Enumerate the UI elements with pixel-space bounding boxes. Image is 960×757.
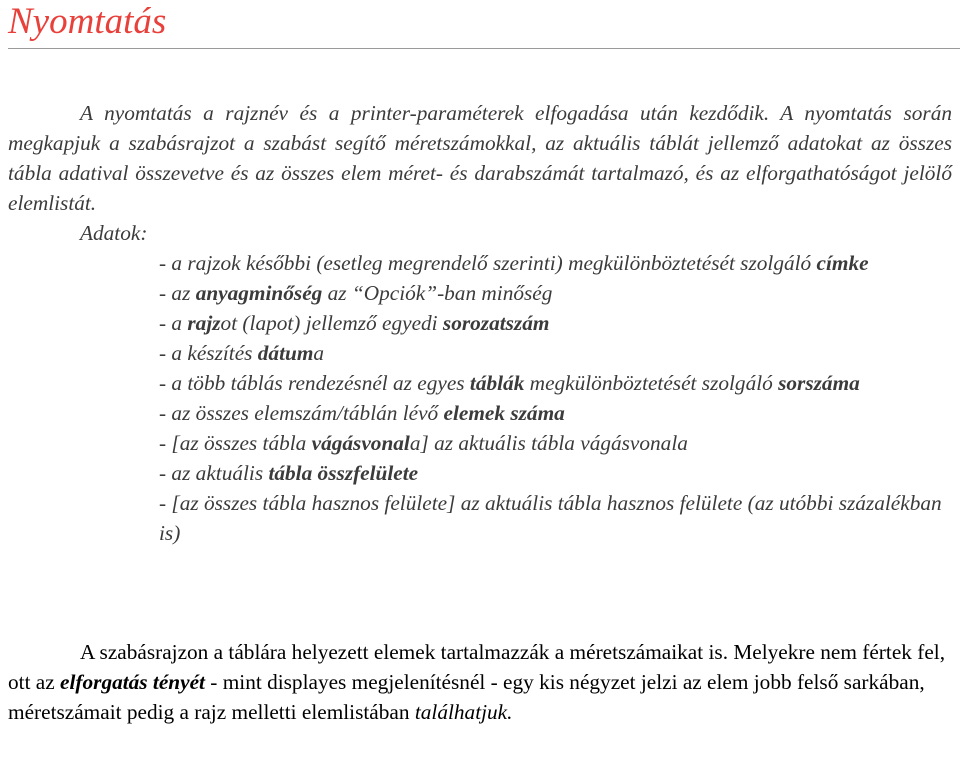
outro-italic-text: találhatjuk. xyxy=(414,700,513,724)
list-item-highlight: sorszáma xyxy=(778,371,860,395)
outro-text: A szabásrajzon a táblára helyezett elemek tartalmazzák a méretszámaikat is. Melyekre nem fértek fel, ott az xyxy=(8,640,946,694)
list-item-text: - a készítés xyxy=(159,341,258,365)
outro-paragraph xyxy=(8,637,952,727)
intro-paragraph: A nyomtatás a rajznév és a printer-paraméterek elfogadása után kezdődik. A nyomtatás során megkapjuk a szabásrajzot a szabást segítő méretszámokkal, az aktuális táblát jellemző adatokat az összes tábla adatival összevetve és az összes elem méret- és darabszámát tartalmazó, és az elforgathatóságot jelölő elemlistát. xyxy=(8,101,952,215)
list-item-highlight: vágásvonal xyxy=(311,431,410,455)
list-item-highlight: rajz xyxy=(187,311,221,335)
list-item-text: - az aktuális xyxy=(159,461,269,485)
list-item xyxy=(159,398,949,428)
list-item-text: az “Opciók”-ban minőség xyxy=(322,281,553,305)
list-item-text: - az xyxy=(159,281,196,305)
list-item-highlight: dátum xyxy=(257,341,314,365)
list-item xyxy=(159,308,949,338)
list-item-highlight: táblák xyxy=(469,371,525,395)
list-item xyxy=(159,248,949,278)
list-item-text: - [az összes tábla hasznos felülete] az aktuális tábla hasznos felülete (az utóbbi százalékban is) xyxy=(159,491,942,545)
list-item xyxy=(159,278,949,308)
list-item-text: ot (lapot) jellemző egyedi xyxy=(220,311,443,335)
list-item-highlight: elemek száma xyxy=(443,401,565,425)
list-item-text: a] az aktuális tábla vágásvonala xyxy=(409,431,688,455)
list-item xyxy=(159,428,949,458)
list-item-text: - az összes elemszám/táblán lévő xyxy=(159,401,444,425)
adatok-label: Adatok: xyxy=(80,221,148,245)
outro-text: - mint displayes megjelenítésnél - egy kis négyzet jelzi az elem jobb felső sarkában, méretszámait pedig a rajz melletti elemlistában xyxy=(8,670,925,724)
list-item-text: megkülönböztetését szolgáló xyxy=(524,371,779,395)
list-item-text: a xyxy=(313,341,325,365)
list-item xyxy=(159,488,949,548)
list-item-text: - a rajzok későbbi (esetleg megrendelő szerinti) megkülönböztetését szolgáló xyxy=(159,251,817,275)
list-item-highlight: tábla összfelülete xyxy=(268,461,419,485)
list-item xyxy=(159,338,949,368)
list-item-highlight: címke xyxy=(816,251,869,275)
page-title: Nyomtatás xyxy=(8,1,167,42)
list-item xyxy=(159,458,949,488)
title-divider xyxy=(8,48,960,49)
list-item-text: - [az összes tábla xyxy=(159,431,312,455)
list-item-highlight: sorozatszám xyxy=(442,311,550,335)
list-item-text: - a xyxy=(159,311,188,335)
list-item-text: - a több táblás rendezésnél az egyes xyxy=(159,371,470,395)
list-item xyxy=(159,368,949,398)
outro-highlight: elforgatás tényét xyxy=(60,670,205,694)
list-item-highlight: anyagminőség xyxy=(195,281,323,305)
data-list xyxy=(159,248,949,548)
